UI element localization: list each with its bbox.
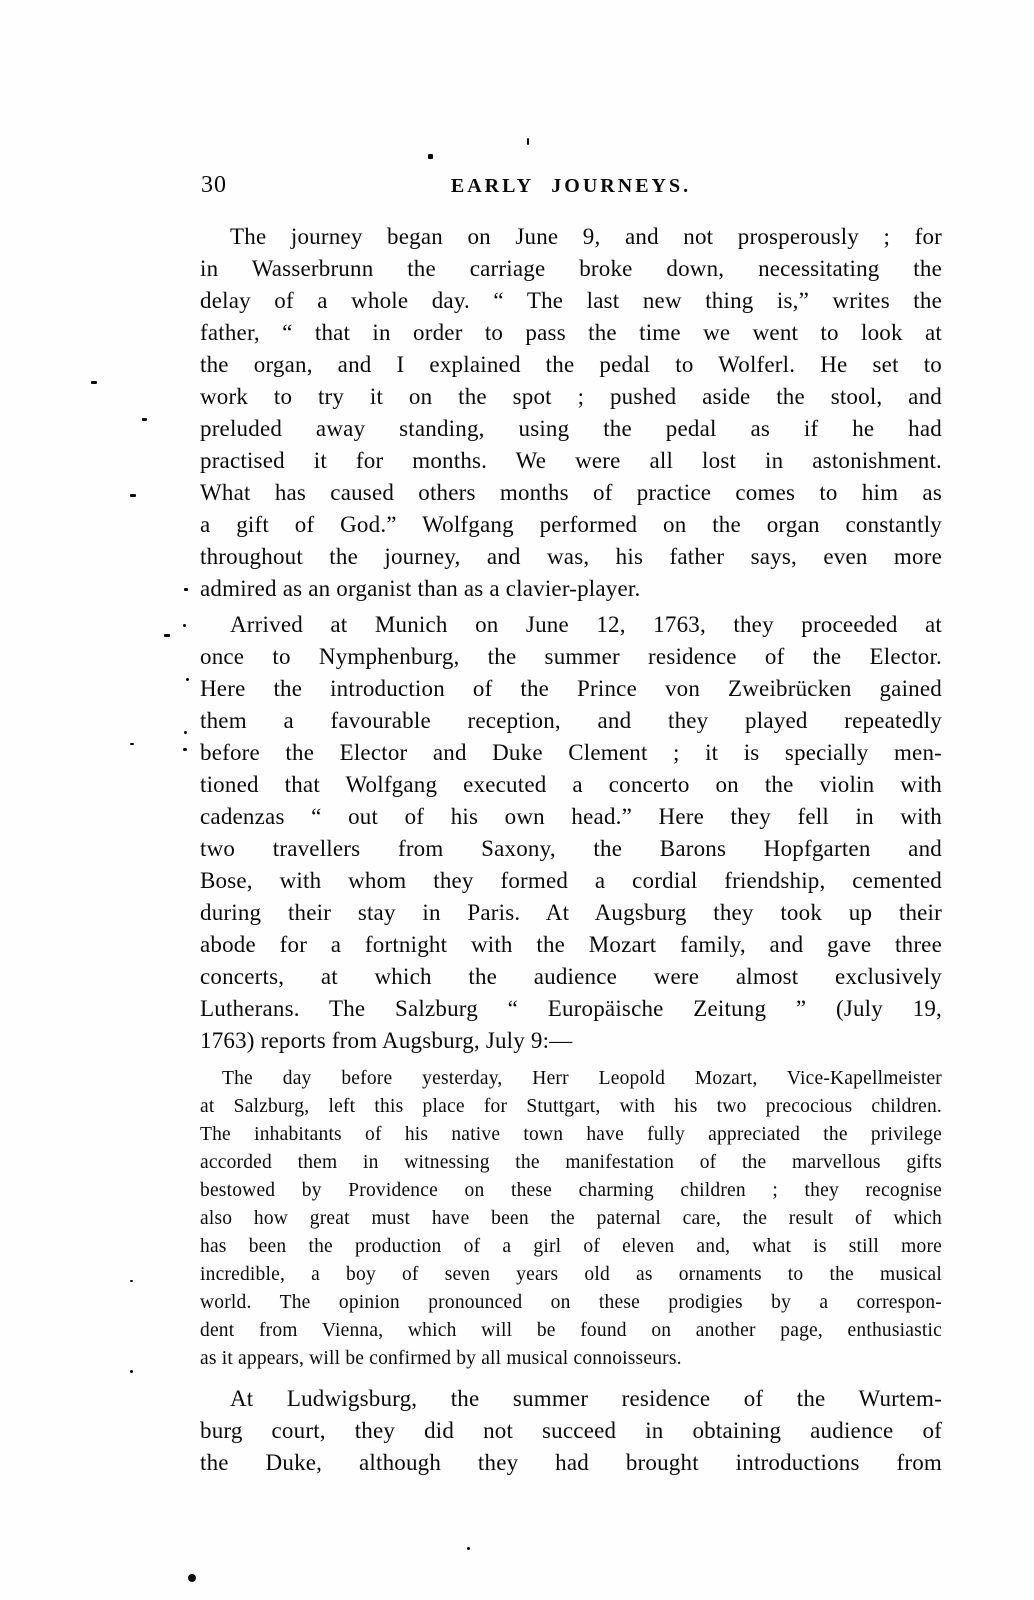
text-line: also how great must have been the paternal care, the result of which (200, 1208, 942, 1229)
running-header: EARLY JOURNEYS. (450, 175, 692, 197)
text-line: throughout the journey, and was, his father says, even more (200, 544, 942, 569)
text-line: before the Elector and Duke Clement ; it is specially men- (200, 740, 942, 765)
text-line: incredible, a boy of seven years old as ornaments to the musical (200, 1264, 942, 1285)
page-body (200, 221, 942, 1479)
text-line: practised it for months. We were all lost in astonishment. (200, 448, 942, 473)
text-line: The journey began on June 9, and not prosperously ; for (230, 224, 942, 249)
text-line: world. The opinion pronounced on these prodigies by a correspon- (200, 1292, 942, 1313)
text-line: At Ludwigsburg, the summer residence of the Wurtem- (230, 1386, 942, 1411)
text-line: 1763) reports from Augsburg, July 9:— (200, 1028, 573, 1053)
text-line: in Wasserbrunn the carriage broke down, necessitating the (200, 256, 942, 281)
scan-speck (130, 1370, 133, 1373)
text-line: accorded them in witnessing the manifestation of the marvellous gifts (200, 1152, 942, 1173)
text-line: at Salzburg, left this place for Stuttgart, with his two precocious children. (200, 1096, 942, 1117)
text-line: What has caused others months of practice comes to him as (200, 480, 942, 505)
text-line: them a favourable reception, and they played repeatedly (200, 708, 942, 733)
scan-speck (428, 154, 433, 159)
page-number: 30 (201, 172, 227, 198)
scan-speck (527, 138, 529, 145)
paragraph-journey-began (200, 221, 942, 605)
text-line: cadenzas “ out of his own head.” Here they fell in with (200, 804, 942, 829)
text-line: burg court, they did not succeed in obtaining audience of (200, 1418, 942, 1443)
scan-speck (91, 381, 97, 384)
scan-speck (184, 731, 187, 734)
text-line: work to try it on the spot ; pushed aside the stool, and (200, 384, 942, 409)
text-line: as it appears, will be confirmed by all musical connoisseurs. (200, 1348, 682, 1369)
text-line: a gift of God.” Wolfgang performed on the organ constantly (200, 512, 942, 537)
text-line: the Duke, although they had brought introductions from (200, 1450, 942, 1475)
text-line: The inhabitants of his native town have fully appreciated the privilege (200, 1124, 942, 1145)
text-line: abode for a fortnight with the Mozart family, and gave three (200, 932, 942, 957)
scan-speck (183, 748, 187, 751)
text-line: Arrived at Munich on June 12, 1763, they proceeded at (230, 612, 942, 637)
scan-speck (130, 1280, 133, 1282)
text-line: tioned that Wolfgang executed a concerto on the violin with (200, 772, 942, 797)
text-line: The day before yesterday, Herr Leopold Mozart, Vice-Kapellmeister (222, 1068, 942, 1089)
text-line: during their stay in Paris. At Augsburg they took up their (200, 900, 942, 925)
scan-speck (142, 418, 147, 421)
text-line: Here the introduction of the Prince von Zweibrücken gained (200, 676, 942, 701)
scan-speck (467, 1547, 470, 1550)
text-line: father, “ that in order to pass the time we went to look at (200, 320, 942, 345)
scan-speck (130, 743, 134, 745)
scan-speck (186, 678, 189, 681)
text-line: delay of a whole day. “ The last new thing is,” writes the (200, 288, 942, 313)
text-line: concerts, at which the audience were almost exclusively (200, 964, 942, 989)
text-line: dent from Vienna, which will be found on another page, enthusiastic (200, 1320, 942, 1341)
text-line: preluded away standing, using the pedal as if he had (200, 416, 942, 441)
text-line: two travellers from Saxony, the Barons Hopfgarten and (200, 836, 942, 861)
scan-speck (188, 1574, 196, 1582)
scan-speck (164, 634, 170, 637)
scan-speck (130, 494, 136, 497)
text-line: the organ, and I explained the pedal to Wolferl. He set to (200, 352, 942, 377)
paragraph-ludwigsburg (200, 1383, 942, 1479)
text-line: once to Nymphenburg, the summer residence of the Elector. (200, 644, 942, 669)
text-line: Bose, with whom they formed a cordial friendship, cemented (200, 868, 942, 893)
blockquote-zeitung-report (200, 1065, 942, 1373)
scan-speck (183, 624, 186, 627)
text-line: Lutherans. The Salzburg “ Europäische Zeitung ” (July 19, (200, 996, 942, 1021)
text-line: bestowed by Providence on these charming children ; they recognise (200, 1180, 942, 1201)
text-line: has been the production of a girl of eleven and, what is still more (200, 1236, 942, 1257)
scan-speck (184, 588, 188, 591)
text-line: admired as an organist than as a clavier-player. (200, 576, 641, 601)
paragraph-arrived-munich (200, 609, 942, 1057)
